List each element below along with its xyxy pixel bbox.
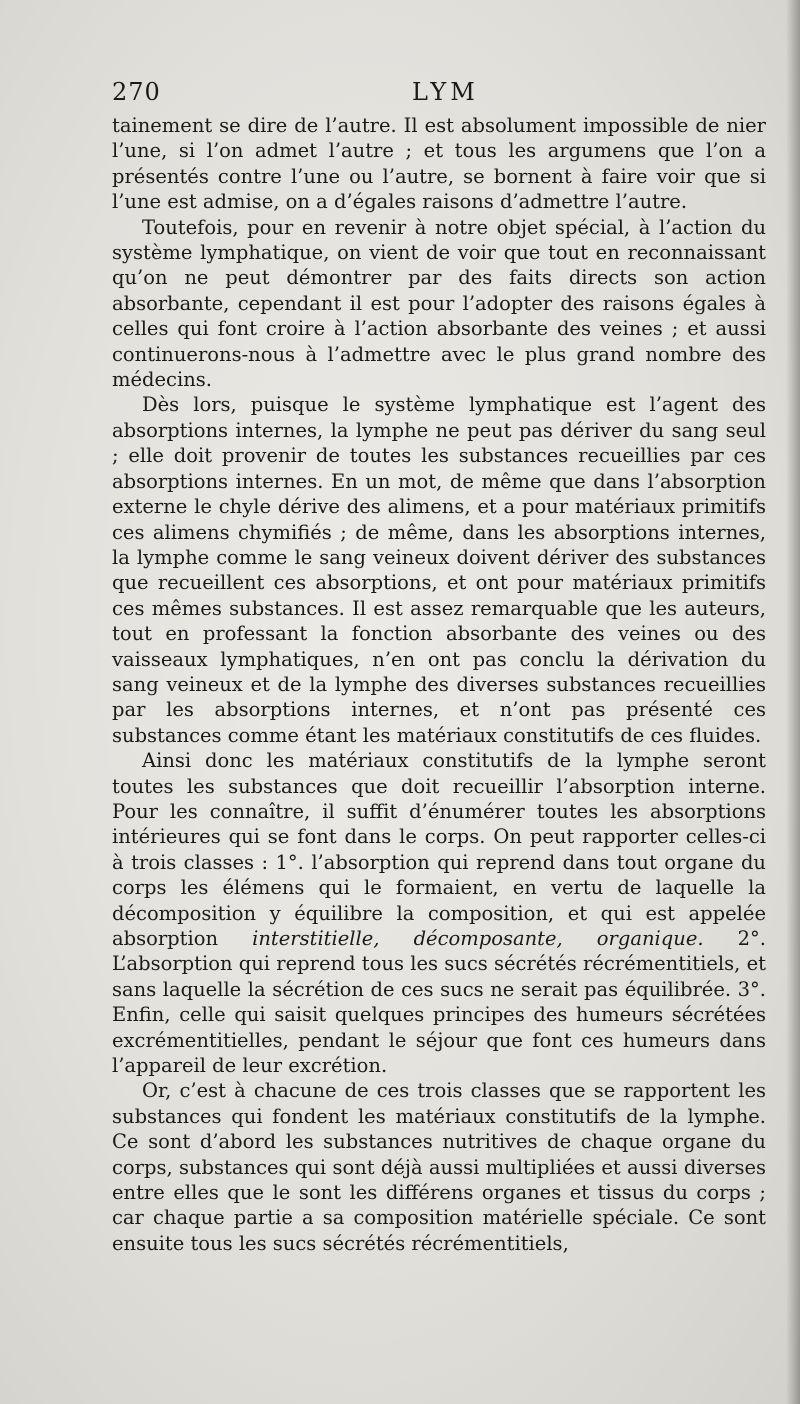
body-text xyxy=(112,113,766,1256)
page-header xyxy=(112,78,772,112)
paragraph-4-italic-terms: interstitielle, décomposante, organique. xyxy=(252,927,704,950)
page-gutter-shadow xyxy=(786,0,800,1404)
paragraph-4-text-after: 2°. L’absorption qui reprend tous les sucs sécrétés récrémentitiels, et sans laquelle la sécrétion de ces sucs ne serait pas équilibrée. 3°. Enfin, celle qui saisit quelques principes des humeurs sécrétées excrémentitielles, pendant le séjour que font ces humeurs dans l’appareil de leur excrétion. xyxy=(112,927,766,1078)
running-head: LYM xyxy=(412,78,479,106)
page-number: 270 xyxy=(112,78,161,106)
paragraph-2: Toutefois, pour en revenir à notre objet spécial, à l’action du système lymphatique, on vient de voir que tout en reconnaissant qu’on ne peut démontrer par des faits directs son action absorbante, cependant il est pour l’adopter des raisons égales à celles qui font croire à l’action absorbante des veines ; et aussi continuerons-nous à l’admettre avec le plus grand nombre des médecins. xyxy=(112,215,766,392)
paragraph-4-text-before: Ainsi donc les matériaux constitutifs de la lymphe seront toutes les substances que doit recueillir l’absorption interne. Pour les connaître, il suffit d’énumérer toutes les absorptions intérieures qui se font dans le corps. On peut rapporter celles-ci à trois classes : 1°. l’absorption qui reprend dans tout organe du corps les élémens qui le formaient, en vertu de laquelle la décomposition y équilibre la composition, et qui est appelée absorption xyxy=(112,749,766,950)
paragraph-3: Dès lors, puisque le système lymphatique est l’agent des absorptions internes, la lymphe ne peut pas dériver du sang seul ; elle doit provenir de toutes les substances recueillies par ces absorptions internes. En un mot, de même que dans l’absorption externe le chyle dérive des alimens, et a pour matériaux primitifs ces alimens chymifiés ; de même, dans les absorptions internes, la lymphe comme le sang veineux doivent dériver des substances que recueillent ces absorptions, et ont pour matériaux primitifs ces mêmes substances. Il est assez remarquable que les auteurs, tout en professant la fonction absorbante des veines ou des vaisseaux lymphatiques, n’en ont pas conclu la dérivation du sang veineux et de la lymphe des diverses substances recueillies par les absorptions internes, et n’ont pas présenté ces substances comme étant les matériaux constitutifs de ces fluides. xyxy=(112,393,766,747)
paragraph-1: tainement se dire de l’autre. Il est absolument impossible de nier l’une, si l’on admet l’autre ; et tous les argumens que l’on a présentés contre l’une ou l’autre, se bornent à faire voir que si l’une est admise, on a d’égales raisons d’admettre l’autre. xyxy=(112,114,766,214)
paragraph-5: Or, c’est à chacune de ces trois classes que se rapportent les substances qui fondent les matériaux constitutifs de la lymphe. Ce sont d’abord les substances nutritives de chaque organe du corps, substances qui sont déjà aussi multipliées et aussi diverses entre elles que le sont les différens organes et tissus du corps ; car chaque partie a sa composition matérielle spéciale. Ce sont ensuite tous les sucs sécrétés récrémentitiels, xyxy=(112,1079,766,1255)
paragraph-4 xyxy=(112,748,766,1078)
